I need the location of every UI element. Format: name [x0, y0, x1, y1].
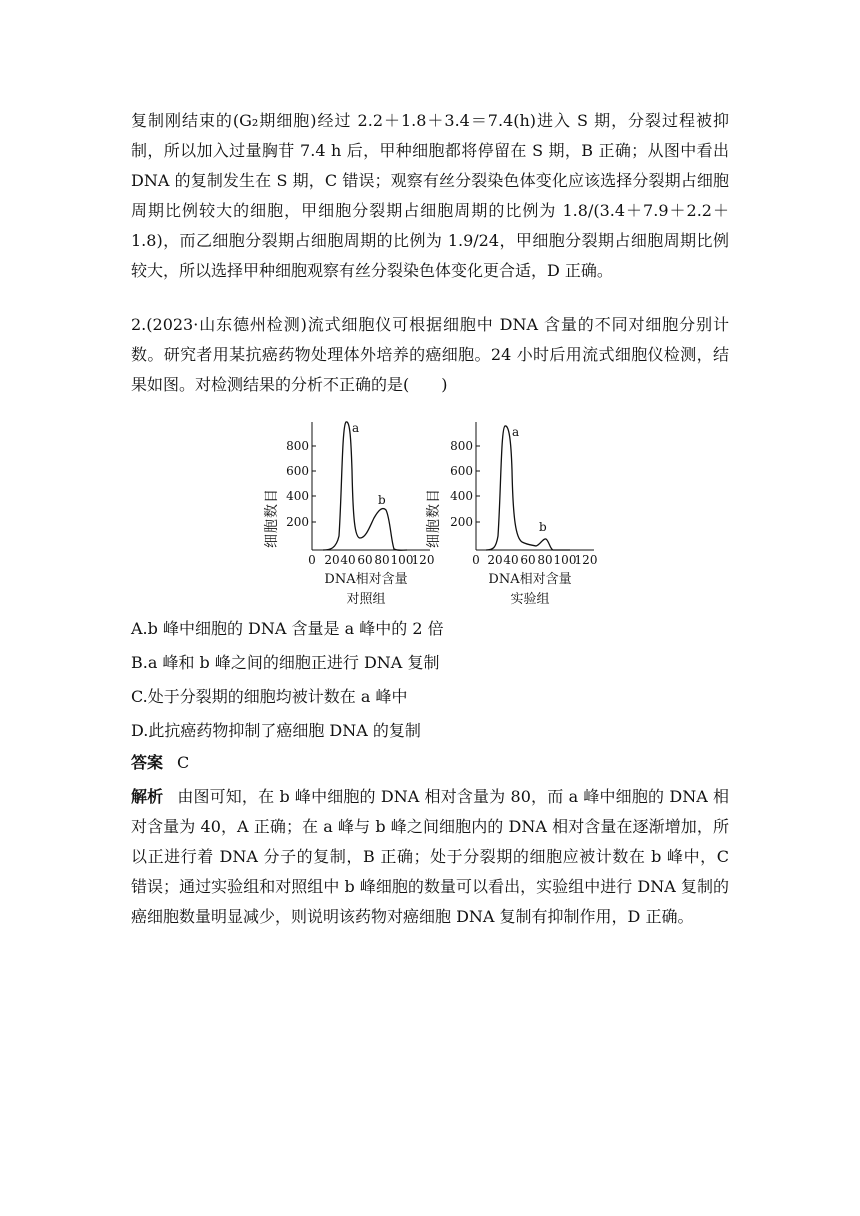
histogram-curve-experiment	[486, 426, 570, 550]
ytick-600-control: 600	[286, 464, 309, 478]
ytick-200-experiment: 200	[450, 515, 473, 529]
x-axis-label-experiment: DNA相对含量	[488, 572, 572, 587]
option-b: B.a 峰和 b 峰之间的细胞正进行 DNA 复制	[131, 653, 440, 672]
xtick-80-control: 80	[374, 553, 390, 567]
question-stem: 2.(2023·山东德州检测)流式细胞仪可根据细胞中 DNA 含量的不同对细胞分别计数。研究者用某抗癌药物处理体外培养的癌细胞。24 小时后用流式细胞仪检测，结果如图。对检测结果的分析不正确的是( )	[131, 315, 729, 394]
ytick-800-experiment: 800	[450, 439, 473, 453]
ytick-600-experiment: 600	[450, 464, 473, 478]
ytick-400-control: 400	[286, 489, 309, 503]
flow-cytometry-figure	[260, 410, 610, 610]
answer-value: C	[177, 753, 190, 772]
xtick-80-experiment: 80	[537, 553, 553, 567]
xtick-40-control: 40	[340, 553, 356, 567]
option-c: C.处于分裂期的细胞均被计数在 a 峰中	[131, 687, 408, 706]
y-axis-label-control: 细胞数目	[264, 488, 280, 548]
xtick-0-experiment: 0	[472, 553, 480, 567]
answer-line	[131, 748, 189, 778]
caption-control: 对照组	[346, 592, 386, 607]
xtick-20-control: 20	[324, 553, 340, 567]
xtick-60-experiment: 60	[520, 553, 536, 567]
histogram-curve-control	[323, 422, 407, 550]
xtick-60-control: 60	[357, 553, 373, 567]
peak-b-label-experiment: b	[539, 520, 547, 534]
xtick-0-control: 0	[308, 553, 316, 567]
xtick-120-experiment: 120	[574, 553, 598, 567]
xtick-120-control: 120	[411, 553, 435, 567]
continued-paragraph: 复制刚结束的(G₂期细胞)经过 2.2＋1.8＋3.4＝7.4(h)进入 S 期，分裂过程被抑制，所以加入过量胸苷 7.4 h 后，甲种细胞都将停留在 S 期，B 正确；从图中看出 DNA 的复制发生在 S 期，C 错误；观察有丝分裂染色体变化应该选择分裂期占细胞周期比例较大的细胞，甲细胞分裂期占细胞周期的比例为 1.8/(3.4＋7.9＋2.2＋1.8)，而乙细胞分裂期占细胞周期的比例为 1.9/24，甲细胞分裂期占细胞周期比例较大，所以选择甲种细胞观察有丝分裂染色体变化更合适，D 正确。	[131, 111, 729, 280]
peak-b-label-control: b	[378, 493, 386, 507]
peak-a-label-experiment: a	[512, 425, 520, 439]
ytick-400-experiment: 400	[450, 489, 473, 503]
caption-experiment: 实验组	[510, 592, 550, 607]
experiment-panel	[425, 422, 597, 607]
option-a: A.b 峰中细胞的 DNA 含量是 a 峰中的 2 倍	[131, 619, 444, 638]
ytick-200-control: 200	[286, 515, 309, 529]
xtick-100-control: 100	[390, 553, 414, 567]
xtick-100-experiment: 100	[553, 553, 577, 567]
xtick-20-experiment: 20	[487, 553, 503, 567]
option-d: D.此抗癌药物抑制了癌细胞 DNA 的复制	[131, 721, 421, 740]
peak-a-label-control: a	[352, 421, 360, 435]
control-panel	[263, 421, 434, 607]
analysis-paragraph	[131, 782, 729, 932]
y-axis-label-experiment: 细胞数目	[426, 488, 442, 548]
xtick-40-experiment: 40	[503, 553, 519, 567]
analysis-label: 解析	[131, 787, 164, 806]
ytick-800-control: 800	[286, 439, 309, 453]
x-axis-label-control: DNA相对含量	[324, 572, 408, 587]
answer-label: 答案	[131, 753, 164, 772]
analysis-text: 由图可知，在 b 峰中细胞的 DNA 相对含量为 80，而 a 峰中细胞的 DNA 相对含量为 40，A 正确；在 a 峰与 b 峰之间细胞内的 DNA 相对含量在逐渐增加，所以正进行着 DNA 分子的复制，B 正确；处于分裂期的细胞应被计数在 b 峰中，C 错误；通过实验组和对照组中 b 峰细胞的数量可以看出，实验组中进行 DNA 复制的癌细胞数量明显减少，则说明该药物对癌细胞 DNA 复制有抑制作用，D 正确。	[131, 787, 729, 926]
